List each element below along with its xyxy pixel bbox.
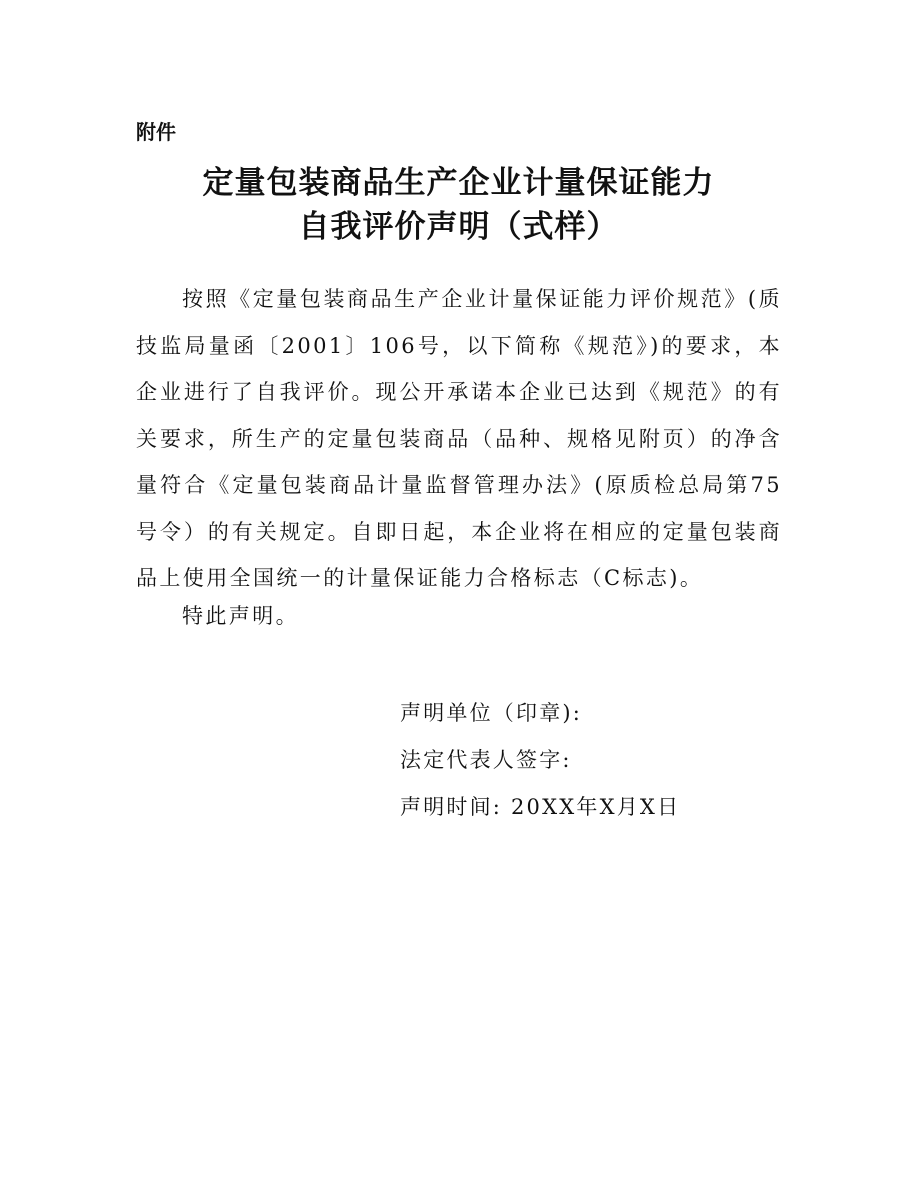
- document-title-line1: 定量包装商品生产企业计量保证能力: [202, 165, 715, 201]
- signature-unit: 声明单位（印章):: [400, 701, 583, 725]
- attachment-label: 附件: [136, 120, 176, 144]
- declaration-body: 按照《定量包装商品生产企业计量保证能力评价规范》(质技监局量函〔2001〕106号，以下简称《规范》)的要求，本企业进行了自我评价。现公开承诺本企业已达到《规范》的有关要求，所生产的定量包装商品（品种、规格见附页）的净含量符合《定量包装商品计量监督管理办法》(原质检总局第75号令）的有关规定。自即日起，本企业将在相应的定量包装商品上使用全国统一的计量保证能力合格标志（C标志)。: [136, 287, 782, 590]
- closing-statement: 特此声明。: [182, 604, 299, 628]
- document-title-line2: 自我评价声明（式样）: [298, 209, 619, 245]
- signature-date: 声明时间: 20XX年X月X日: [400, 795, 681, 819]
- signature-representative: 法定代表人签字:: [400, 748, 572, 772]
